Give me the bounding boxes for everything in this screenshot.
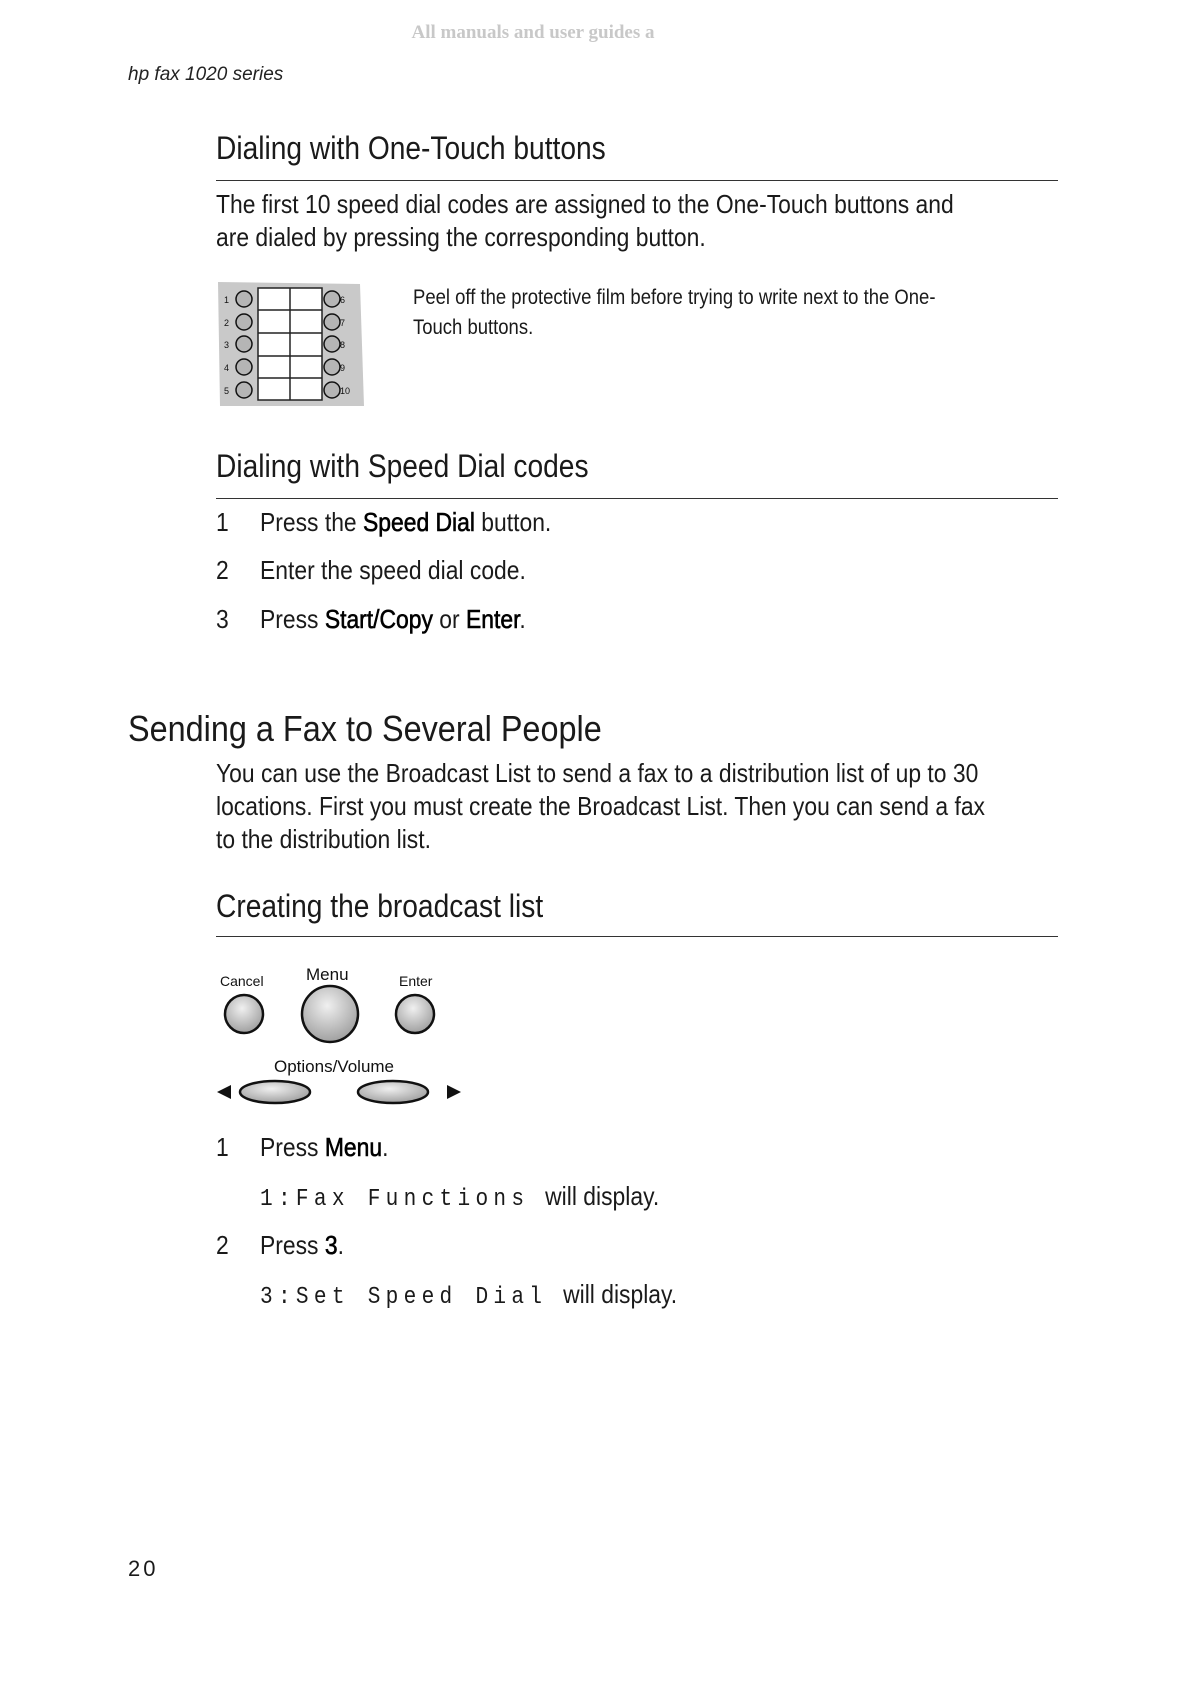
one-touch-number-4: 4: [224, 363, 230, 373]
cancel-label: Cancel: [220, 973, 264, 989]
one-touch-button-7: [324, 314, 340, 330]
several-people-body: You can use the Broadcast List to send a fax to a distribution list of up to 30 locations. First you must create the Broadcast List. Then you can send a fax to the distribution list.: [216, 758, 985, 854]
options-right-button: [358, 1081, 428, 1103]
heading-rule: [216, 498, 1058, 499]
enter-button: [396, 995, 434, 1033]
step-text: .: [382, 1132, 389, 1162]
page-number: 20: [128, 1556, 159, 1581]
enter-label: Enter: [399, 973, 433, 989]
heading-rule: [216, 180, 1058, 181]
step-text: Enter the speed dial code.: [260, 555, 526, 585]
control-panel-illustration: [214, 958, 464, 1110]
several-people-heading: Sending a Fax to Several People: [128, 708, 602, 749]
one-touch-heading: Dialing with One-Touch buttons: [216, 130, 606, 166]
running-head: hp fax 1020 series: [128, 64, 284, 85]
heading-rule: [216, 936, 1058, 937]
options-left-button: [240, 1081, 310, 1103]
broadcast-step-2: [216, 1230, 344, 1261]
right-arrow-icon: [447, 1085, 461, 1099]
display-suffix: will display.: [545, 1181, 660, 1211]
step-text: .: [337, 1230, 344, 1260]
one-touch-button-10: [324, 382, 340, 398]
step-text: Press the: [260, 507, 364, 537]
one-touch-number-10: 10: [340, 386, 351, 396]
menu-label: Menu: [306, 965, 349, 984]
cancel-button: [225, 995, 263, 1033]
one-touch-number-1: 1: [224, 295, 230, 305]
step-number: 2: [216, 1230, 229, 1260]
one-touch-panel-illustration: [216, 280, 366, 408]
key-name: 3: [324, 1230, 338, 1260]
one-touch-number-5: 5: [224, 386, 230, 396]
step-number: 1: [216, 507, 229, 537]
speed-dial-step-3: [216, 604, 526, 635]
step-text: button.: [474, 507, 552, 537]
one-touch-button-9: [324, 359, 340, 375]
broadcast-step-1: [216, 1132, 388, 1163]
step-number: 1: [216, 1132, 229, 1162]
one-touch-number-8: 8: [340, 340, 346, 350]
one-touch-button-6: [324, 291, 340, 307]
step-text: .: [519, 604, 526, 634]
one-touch-button-1: [236, 291, 252, 307]
key-name: Enter: [466, 604, 520, 634]
one-touch-button-5: [236, 382, 252, 398]
one-touch-button-4: [236, 359, 252, 375]
step-text: or: [432, 604, 467, 634]
one-touch-number-9: 9: [340, 363, 346, 373]
one-touch-button-2: [236, 314, 252, 330]
display-message-2: [260, 1279, 677, 1311]
step-text: Press: [260, 1132, 325, 1162]
watermark: All manuals and user guides a: [411, 22, 655, 43]
options-volume-label: Options/Volume: [274, 1057, 395, 1076]
one-touch-number-7: 7: [340, 318, 346, 328]
one-touch-button-3: [236, 336, 252, 352]
speed-dial-heading: Dialing with Speed Dial codes: [216, 448, 589, 484]
step-text: Press: [260, 604, 325, 634]
speed-dial-step-1: [216, 507, 551, 538]
one-touch-number-6: 6: [340, 295, 346, 305]
key-name: Menu: [324, 1132, 383, 1162]
left-arrow-icon: [217, 1085, 231, 1099]
display-suffix: will display.: [563, 1279, 678, 1309]
one-touch-button-8: [324, 336, 340, 352]
menu-button: [302, 986, 358, 1042]
one-touch-body: The first 10 speed dial codes are assigned to the One-Touch buttons and are dialed by pressing the corresponding button.: [216, 189, 954, 252]
lcd-text: 3:Set Speed Dial: [260, 1284, 548, 1311]
key-name: Start/Copy: [324, 604, 433, 634]
one-touch-note: Peel off the protective film before trying to write next to the One-Touch buttons.: [413, 286, 936, 339]
key-name: Speed Dial: [363, 507, 475, 537]
display-message-1: [260, 1181, 659, 1213]
step-number: 2: [216, 555, 229, 585]
one-touch-number-2: 2: [224, 318, 230, 328]
one-touch-number-3: 3: [224, 340, 230, 350]
step-number: 3: [216, 604, 229, 634]
step-text: Press: [260, 1230, 325, 1260]
broadcast-heading: Creating the broadcast list: [216, 888, 544, 924]
lcd-text: 1:Fax Functions: [260, 1186, 530, 1213]
speed-dial-step-2: [216, 555, 526, 586]
